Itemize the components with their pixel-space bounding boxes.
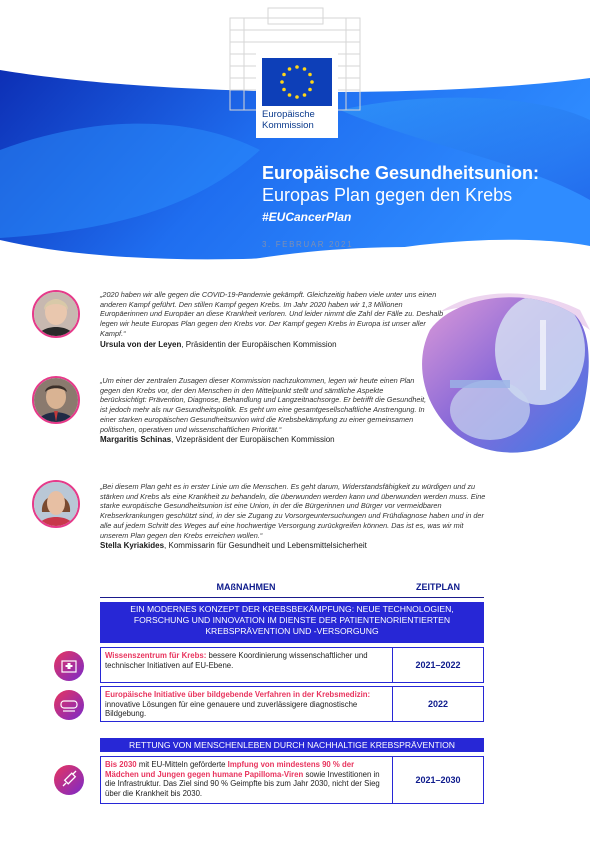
- logo-line-1: Europäische: [262, 109, 315, 120]
- section-header-innovation: EIN MODERNES KONZEPT DER KREBSBEKÄMPFUNG: NEUE TECHNOLOGIEN, FORSCHUNG UND INNOVATION IM DIENSTE DER PATIENTENORIENTIERTEN KREBSPRÄVENTION UND -VERSORGUNG: [100, 602, 484, 643]
- section-header-prevention: RETTUNG VON MENSCHENLEBEN DURCH NACHHALTIGE KREBSPRÄVENTION: [100, 738, 484, 752]
- speaker-role: , Kommissarin für Gesundheit und Lebensmittelsicherheit: [164, 541, 367, 551]
- measure-highlight: Europäische Initiative über bildgebende Verfahren in der Krebsmedizin:: [105, 690, 371, 699]
- measure-text: mit EU-Mitteln geförderte: [136, 760, 228, 769]
- speaker-name: Margaritis Schinas: [100, 435, 172, 445]
- table-row: [100, 647, 484, 683]
- measure-highlight: Bis 2030: [105, 760, 137, 769]
- column-header-measures: MAßNAHMEN: [216, 582, 276, 592]
- timeline-cell: 2021–2022: [415, 660, 461, 670]
- speaker-role: , Präsidentin der Europäischen Kommission: [181, 339, 337, 349]
- speaker-name: Ursula von der Leyen: [100, 339, 182, 349]
- quote-von-der-leyen: [100, 290, 445, 349]
- portrait-schinas: [32, 376, 80, 424]
- page-subtitle: Europas Plan gegen den Krebs: [262, 185, 513, 205]
- portrait-kyriakides: [32, 480, 80, 528]
- hashtag: #EUCancerPlan: [262, 210, 352, 224]
- header-divider: [100, 597, 484, 598]
- timeline-cell: 2022: [427, 699, 449, 709]
- logo-line-2: Kommission: [262, 120, 314, 131]
- measure-text: sowie Investitionen in die Infrastruktur. Das Ziel sind 90 % Geimpfte bis zum Jahr 2030, nicht der Sieg über die Krankheit bis 2030.: [105, 769, 380, 798]
- page-header: [0, 0, 590, 262]
- quote-kyriakides: [100, 482, 490, 551]
- measure-highlight: Impfung von mindestens 90 % der Mädchen und Jungen gegen humane Papilloma-Viren: [105, 760, 355, 779]
- quote-schinas: [100, 376, 430, 445]
- measure-highlight: Wissenszentrum für Krebs:: [105, 651, 207, 660]
- measure-text: innovative Lösungen für eine genauere und zuverlässigere diagnostische Bildgebung.: [105, 699, 358, 719]
- european-commission-logo: [256, 52, 338, 138]
- quote-attribution: [100, 541, 490, 551]
- quote-text: „Bei diesem Plan geht es in erster Linie um die Menschen. Es geht darum, Widerstandsfähigkeit zu würdigen und zu stärken und Krebs als eine Krankheit zu behandeln, die überwunden werden kann und überwunden werden muss. Eine starke europäische Gesundheitsunion ist eine Union, in der die Bürgerinnen und Bürger vor vermeidbaren Krebserkrankungen geschützt sind, in der sie Zugang zu Vorsorgeuntersuchungen und Frühdiagnose haben und in der alle auf jedem Schritt des Weges auf eine hochwertige Versorgung zurückgreifen können. Das ist es, was wir mit unserem Plan gegen den Krebs erreichen wollen.“: [100, 482, 486, 540]
- eu-flag-icon: [262, 58, 332, 106]
- measure-cell: [101, 687, 393, 721]
- measure-cell: [101, 757, 393, 803]
- speaker-role: , Vizepräsident der Europäischen Kommission: [171, 435, 335, 445]
- speaker-name: Stella Kyriakides: [100, 541, 165, 551]
- quote-attribution: [100, 340, 445, 350]
- quote-attribution: [100, 435, 430, 445]
- quote-text: „2020 haben wir alle gegen die COVID-19-Pandemie gekämpft. Gleichzeitig haben viele unter uns einen anderen Kampf geführt. Den stillen Kampf gegen Krebs. Im Jahr 2020 haben wir 1,3 Millionen Europäerinnen und Europäer an diese Krankheit verloren. Und leider nimmt die Zahl der Fälle zu. Deshalb legen wir heute Europas Plan gegen den Krebs vor. Der Kampf gegen Krebs in Europa ist unser aller Kampf.“: [100, 290, 444, 338]
- quote-text: „Um einer der zentralen Zusagen dieser Kommission nachzukommen, legen wir heute einen Plan gegen den Krebs vor, der den Menschen in den Mittelpunkt stellt und sämtliche Aspekte berücksichtigt: Prävention, Diagnose, Behandlung und Langzeitnachsorge. Er betrifft die Gesundheit, ist jedoch mehr als nur Gesundheitspolitik. Es geht um eine gesamtgesellschaftliche Anstrengung. In einer starken europäischen Gesundheitsunion wird die Krebsbekämpfung zu einer gemeinsamen politischen, operativen und wissenschaftlichen Priorität.“: [100, 376, 427, 434]
- table-row: [100, 686, 484, 722]
- timeline-cell: 2021–2030: [415, 775, 461, 785]
- column-header-timeline: ZEITPLAN: [416, 582, 460, 592]
- publication-date: 3. FEBRUAR 2021: [262, 240, 354, 249]
- table-row: [100, 756, 484, 804]
- portrait-von-der-leyen: [32, 290, 80, 338]
- scanner-icon: [54, 690, 84, 720]
- hospital-icon: [54, 651, 84, 681]
- page-title: Europäische Gesundheitsunion:: [262, 163, 540, 183]
- syringe-icon: [54, 765, 84, 795]
- measure-text: bessere Koordinierung wissenschaftlicher und technischer Initiativen auf EU-Ebene.: [105, 651, 368, 670]
- measure-cell: [101, 648, 393, 682]
